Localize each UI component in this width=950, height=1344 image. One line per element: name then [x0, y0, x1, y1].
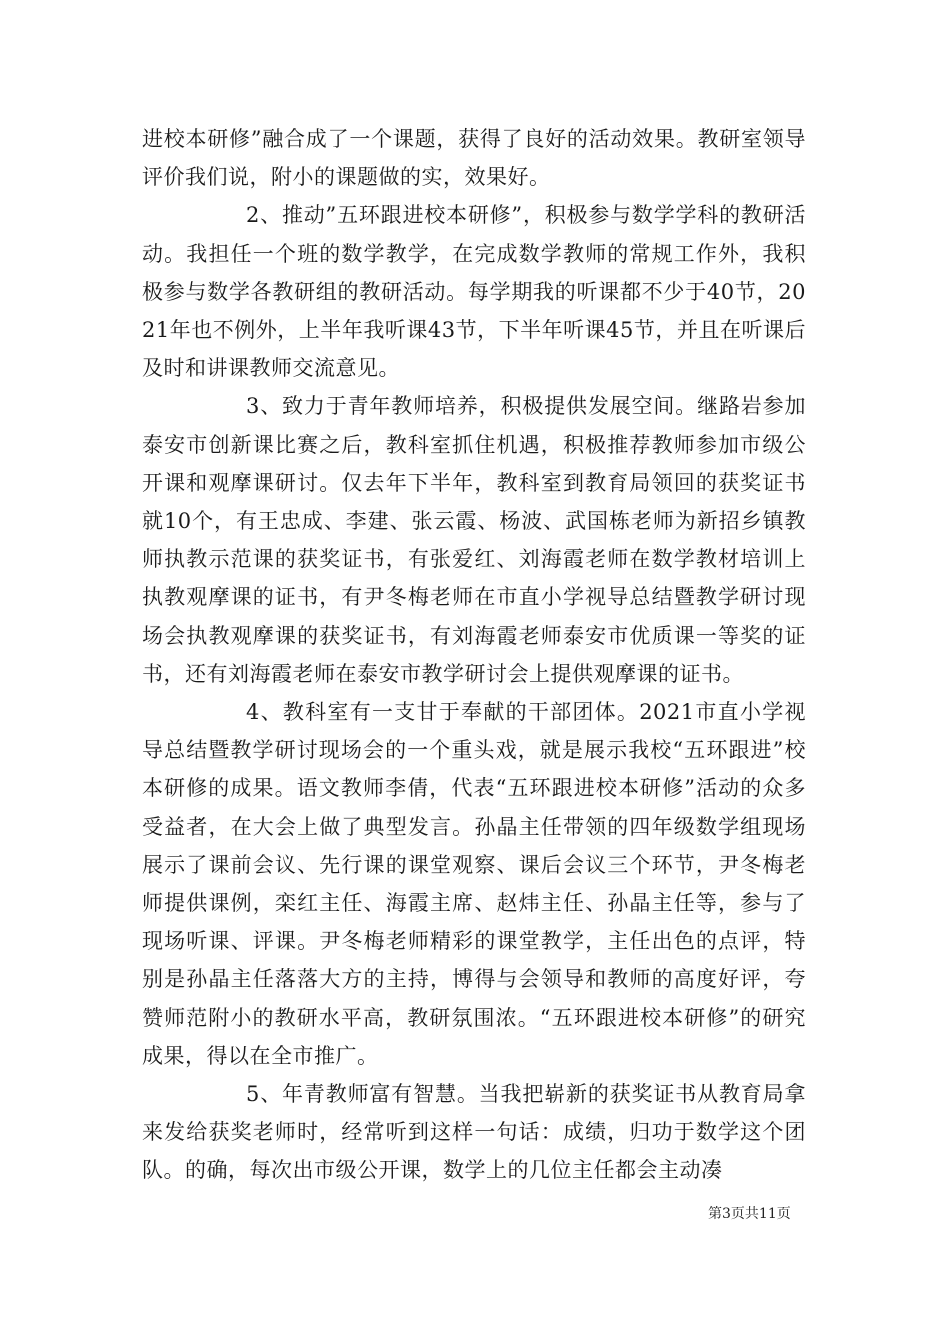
- document-body: [142, 120, 806, 1190]
- paragraph-point-3: 3、致力于青年教师培养，积极提供发展空间。继路岩参加泰安市创新课比赛之后，教科室抓住机遇，积极推荐教师参加市级公开课和观摩课研讨。仅去年下半年，教科室到教育局领回的获奖证书就10个，有王忠成、李建、张云霞、杨波、武国栋老师为新招乡镇教师执教示范课的获奖证书，有张爱红、刘海霞老师在数学教材培训上执教观摩课的证书，有尹冬梅老师在市直小学视导总结暨教学研讨现场会执教观摩课的获奖证书，有刘海霞老师泰安市优质课一等奖的证书，还有刘海霞老师在泰安市教学研讨会上提供观摩课的证书。: [142, 394, 806, 686]
- page-number-footer: 第3页共11页: [708, 1206, 791, 1222]
- paragraph-point-5: 5、年青教师富有智慧。当我把崭新的获奖证书从教育局拿来发给获奖老师时，经常听到这样一句话：成绩，归功于数学这个团队。的确，每次出市级公开课，数学上的几位主任都会主动凑: [142, 1082, 806, 1183]
- paragraph-point-4: 4、教科室有一支甘于奉献的干部团体。2021市直小学视导总结暨教学研讨现场会的一个重头戏，就是展示我校“五环跟进”校本研修的成果。语文教师李倩，代表“五环跟进校本研修”活动的众多受益者，在大会上做了典型发言。孙晶主任带领的四年级数学组现场展示了课前会议、先行课的课堂观察、课后会议三个环节，尹冬梅老师提供课例，栾红主任、海霞主席、赵炜主任、孙晶主任等，参与了现场听课、评课。尹冬梅老师精彩的课堂教学，主任出色的点评，特别是孙晶主任落落大方的主持，博得与会领导和教师的高度好评，夸赞师范附小的教研水平高，教研氛围浓。“五环跟进校本研修”的研究成果，得以在全市推广。: [142, 700, 806, 1068]
- paragraph-continuation: 进校本研修”融合成了一个课题，获得了良好的活动效果。教研室领导评价我们说，附小的课题做的实，效果好。: [142, 127, 806, 190]
- paragraph-point-2: 2、推动”五环跟进校本研修”，积极参与数学学科的教研活动。我担任一个班的数学教学，在完成数学教师的常规工作外，我积极参与数学各教研组的教研活动。每学期我的听课都不少于40节，2021年也不例外，上半年我听课43节，下半年听课45节，并且在听课后及时和讲课教师交流意见。: [142, 203, 806, 381]
